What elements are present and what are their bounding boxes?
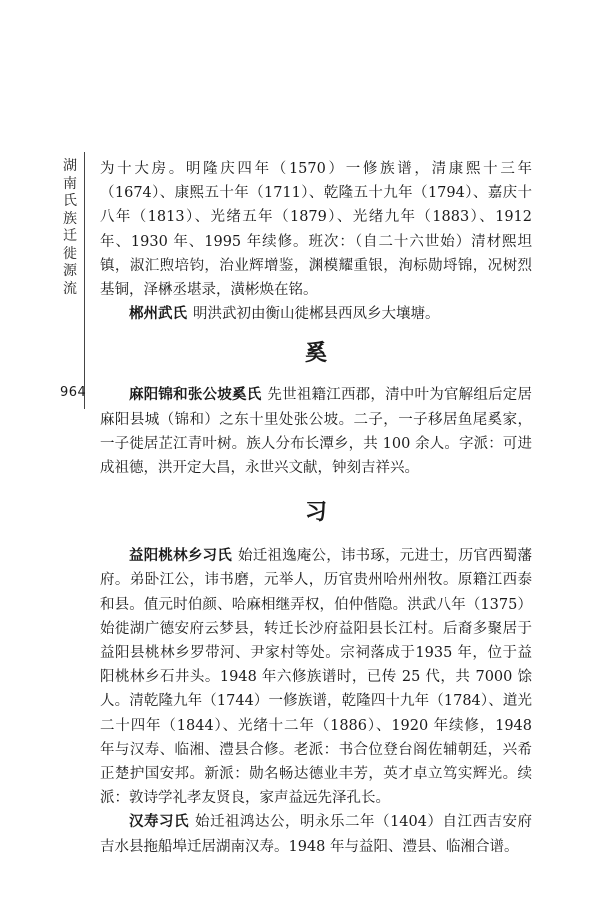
wu-clan-continued-paragraph: [100, 157, 532, 302]
side-title-char: 湖: [63, 158, 77, 174]
entry-text: 明洪武初由衡山徙郴县西凤乡大壤塘。: [193, 306, 440, 323]
side-title-char: 流: [63, 280, 77, 297]
page-body: [100, 157, 532, 859]
entry-text: 始迁祖逸庵公，讳书琢，元进士，历官西蜀藩府。弟卧江公，讳书磨，元举人，历官贵州哈州州牧。原籍江西泰和县。值元时伯颜、哈麻相继弄权，伯仲偕隐。洪武八年（1375）始徙湖广德安府云梦县，转迁长沙府益阳县长江村。后裔多聚居于益阳县桃林乡罗带河、尹家村等处。宗祠落成于1935 年，位于益阳桃林乡石井头。1948 年六修族谱时，已传 25 代，共 7000 馀人。清乾隆九年（1744）一修族谱，乾隆四十九年（1784）、道光二十四年（1844）、光绪十二年（1886）、1920 年续修，1948 年与汉寿、临湘、澧县合修。老派：书合位登台阁佐辅朝廷，兴希正楚护国安邦。新派：勋名畅达德业丰芳，英才卓立笃实辉光。续派：敦诗学礼孝友贤良，家声益远先泽孔长。: [100, 548, 533, 807]
side-title-char: 族: [63, 210, 77, 227]
side-title-char: 徙: [63, 245, 77, 262]
paragraph-text: 为十大房。明隆庆四年（1570）一修族谱，清康熙十三年（1674）、康熙五十年（1711）、乾隆五十九年（1794）、嘉庆十八年（1813）、光绪五年（1879）、光绪九年（1883）、1912 年、1930 年、1995 年续修。班次：（自二十六世始）清材熙坦镇，淑汇煦培钧，治业辉增鉴，渊模耀重银，洵标勋埒锦，况树烈基铜，泽楙丞堪录，潢彬焕在铭。: [100, 161, 532, 299]
entry-name: 汉寿习氏: [129, 814, 190, 831]
entry-text: 始迁祖鸿达公，明永乐二年（1404）自江西吉安府吉水县拖船埠迁居湖南汉寿。1948 年与益阳、澧县、临湘合谱。: [100, 814, 532, 855]
side-title-char: 氏: [63, 193, 77, 209]
yiyang-xi-clan-entry: [100, 544, 532, 810]
hanshou-xi-clan-entry: [100, 810, 532, 858]
side-running-title: [62, 158, 78, 298]
side-title-char: 源: [63, 263, 77, 279]
side-title-char: 南: [63, 175, 77, 192]
mayang-xi-clan-entry: [100, 383, 532, 480]
chenzhou-wu-clan-entry: [100, 302, 532, 326]
side-divider-rule: [84, 152, 85, 409]
side-title-char: 迁: [63, 228, 77, 244]
entry-text: 先世祖籍江西郡，清中叶为官解组后定居麻阳县城（锦和）之东十里处张公坡。二子，一子移居鱼尾奚家，一子徙居芷江青叶树。族人分布长潭乡，共 100 余人。字派：可进成祖德，洪开定大昌，永世兴文献，钟刻吉祥兴。: [100, 387, 533, 477]
entry-name: 益阳桃林乡习氏: [129, 548, 232, 565]
surname-heading-xi-1: 奚: [304, 341, 327, 367]
surname-heading-xi-2: 习: [304, 500, 327, 526]
page-number: 964: [60, 385, 87, 400]
entry-name: 郴州武氏: [129, 306, 187, 323]
entry-name: 麻阳锦和张公坡奚氏: [129, 387, 262, 404]
